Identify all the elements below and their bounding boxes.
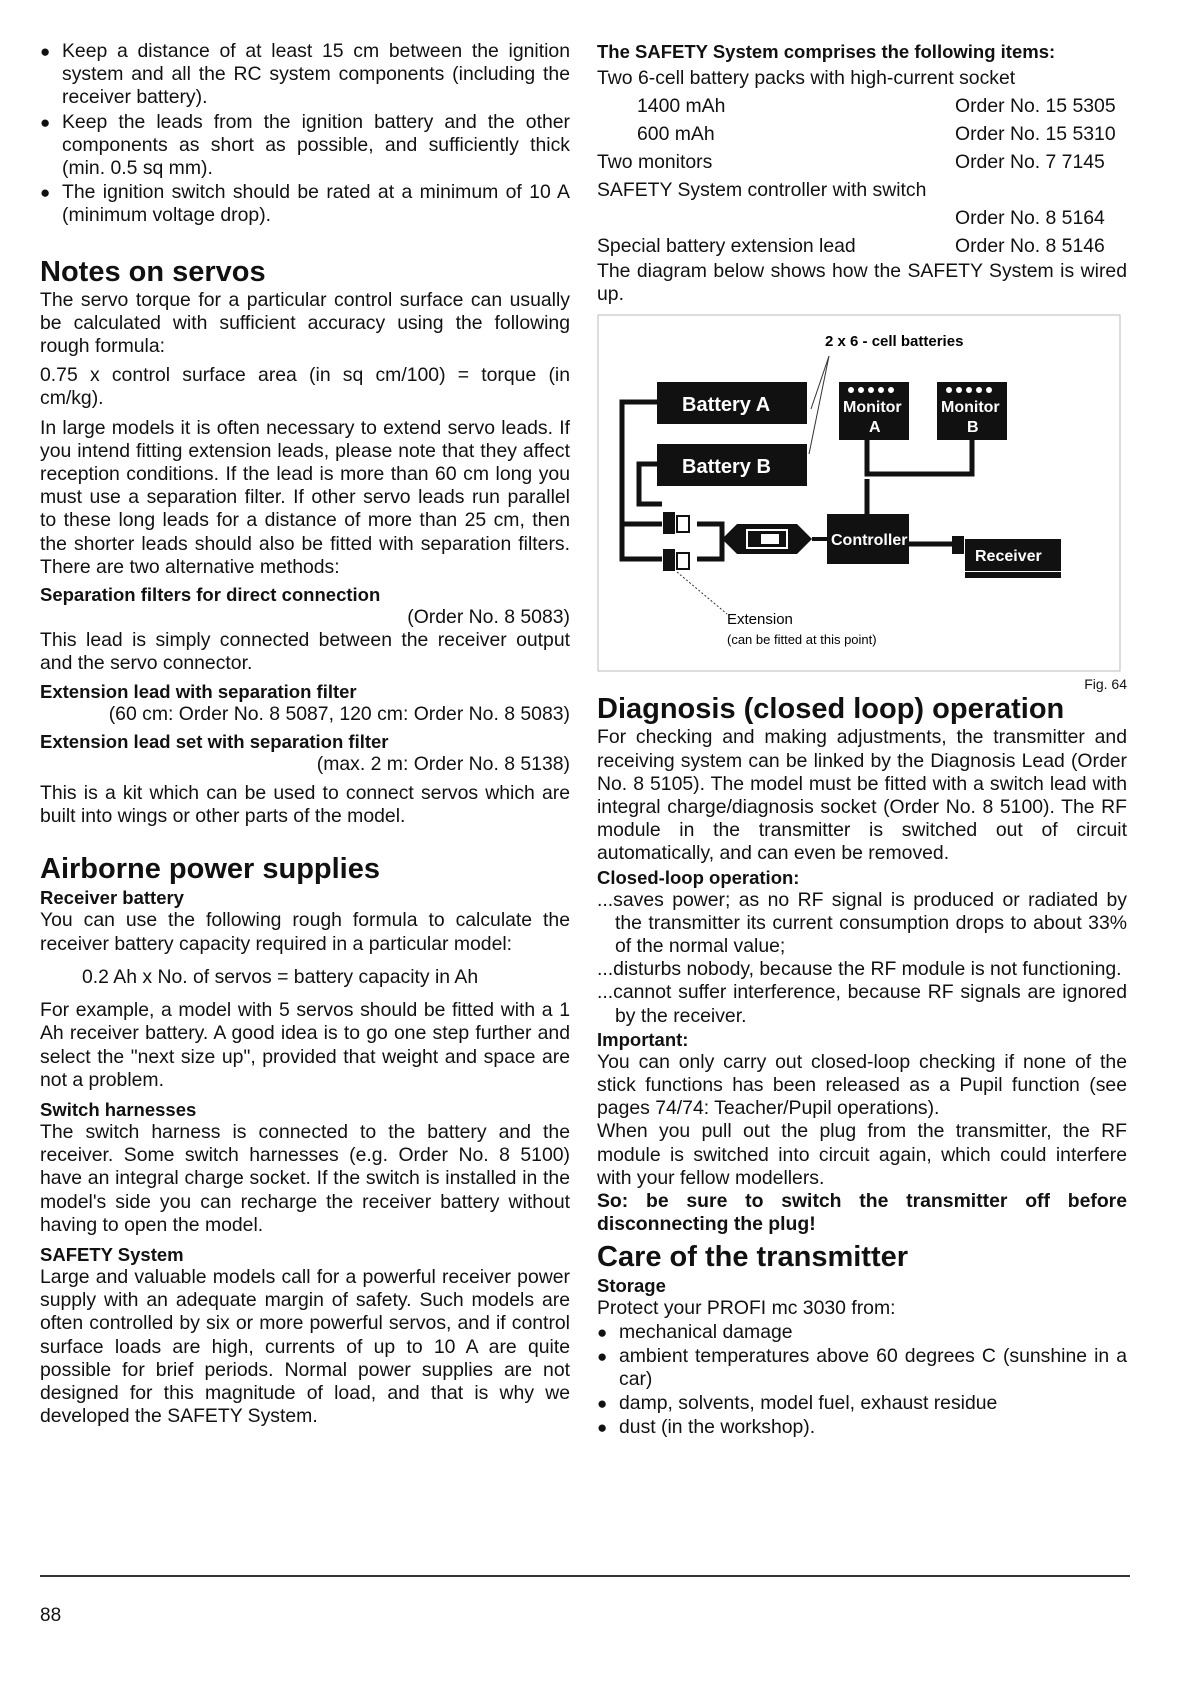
- wire: [622, 524, 662, 559]
- plug: [663, 512, 675, 534]
- heading-airborne-power: Airborne power supplies: [40, 853, 380, 886]
- batteries-label: 2 x 6 - cell batteries: [825, 333, 964, 351]
- plug: [677, 516, 689, 532]
- plug: [663, 549, 675, 571]
- monitor-b-letter: B: [967, 419, 979, 437]
- figure-caption: Fig. 64: [1084, 676, 1127, 693]
- bullet-item: ● mechanical damage: [597, 1320, 793, 1343]
- sub2-order: (60 cm: Order No. 8 5087, 120 cm: Order No. 8 5083): [108, 702, 570, 725]
- order-row: Two monitors Order No. 7 7145: [597, 151, 1105, 173]
- bullet-item: ● ambient temperatures above 60 degrees C (sunshine in a car): [597, 1344, 1127, 1391]
- storage-text: Protect your PROFI mc 3030 from:: [597, 1297, 896, 1320]
- sub3-text: This is a kit which can be used to connect servos which are built into wings or other parts of the model.: [40, 782, 570, 828]
- bullet-item: ● Keep the leads from the ignition battery and the other components as short as possible, and sufficiently thick (min. 0.5 sq mm).: [40, 110, 570, 180]
- sw-text: The switch harness is connected to the battery and the receiver. Some switch harnesses (e.g. Order No. 8 5100) have an integral charge socket. If the switch is installed in the model's side you can recharge the receiver battery without having to open the model.: [40, 1120, 570, 1236]
- heading-notes-on-servos: Notes on servos: [40, 255, 266, 288]
- bullet-icon: ●: [597, 1346, 608, 1366]
- diagnosis-para1: For checking and making adjustments, the transmitter and receiving system can be linked by the Diagnosis Lead (Order No. 8 5105). The model must be fitted with a switch lead with integral charge/diagnosis socket (Order No. 8 5100). The RF module in the transmitter is switched out of circuit automatically, and can even be removed.: [597, 726, 1127, 865]
- plug: [677, 553, 689, 569]
- sub-important: Important:: [597, 1028, 689, 1050]
- battery-a-label: Battery A: [682, 394, 771, 417]
- servos-para2: In large models it is often necessary to extend servo leads. If you intend fitting extension leads, please note that they affect reception conditions. If the lead is more than 60 cm long you must use a separation filter. If other servo leads run parallel to these long leads for a distance of more than 25 cm, then the shorter leads should also be fitted with separation filters. There are two alternative methods:: [40, 416, 570, 578]
- extension-note: (can be fitted at this point): [727, 632, 877, 648]
- order-row: 1400 mAh Order No. 15 5305: [637, 95, 1116, 117]
- bullet-item: ● The ignition switch should be rated at a minimum of 10 A (minimum voltage drop).: [40, 181, 570, 227]
- sub1-order: (Order No. 8 5083): [407, 606, 570, 629]
- servos-formula: 0.75 x control surface area (in sq cm/100) = torque (in cm/kg).: [40, 364, 570, 410]
- safety-text: Large and valuable models call for a powerful receiver power supply with an adequate margin of safety. Such models are often controlled by six or more powerful servos, and if control surface loads are high, currents of up to 10 A are quite possible for brief periods. Normal power supplies are not designed for this magnitude of load, and that is why we developed the SAFETY System.: [40, 1265, 570, 1428]
- switch-knob: [761, 534, 779, 544]
- important-bold: So: be sure to switch the transmitter off before disconnecting the plug!: [597, 1190, 1127, 1236]
- sub-storage: Storage: [597, 1275, 666, 1297]
- diagram-intro: The diagram below shows how the SAFETY System is wired up.: [597, 260, 1127, 306]
- safety-wiring-diagram: [597, 314, 1121, 674]
- important-text1: You can only carry out closed-loop checking if none of the stick functions has been released as a Pupil function (see pages 74/74: Teacher/Pupil operations).: [597, 1050, 1127, 1120]
- bullet-item: ● damp, solvents, model fuel, exhaust residue: [597, 1392, 998, 1415]
- controller-label: Controller: [831, 532, 908, 550]
- cl-item: ...disturbs nobody, because the RF module is not functioning.: [597, 958, 1122, 981]
- sub-safety-system: SAFETY System: [40, 1243, 184, 1265]
- sub-switch-harnesses: Switch harnesses: [40, 1098, 197, 1120]
- battery-b-label: Battery B: [682, 456, 771, 479]
- rx-text: You can use the following rough formula to calculate the receiver battery capacity required in a particular model:: [40, 909, 570, 955]
- extension-row: Special battery extension lead Order No. 8 5146: [597, 235, 1105, 257]
- right-column: [597, 40, 1127, 1441]
- extension-pointer: [677, 572, 727, 614]
- sub1-text: This lead is simply connected between the receiver output and the servo connector.: [40, 629, 570, 675]
- wiring-svg: [597, 314, 1121, 674]
- safety-items-heading: The SAFETY System comprises the following items:: [597, 41, 1056, 62]
- sub-extension-lead: Extension lead with separation filter: [40, 680, 357, 702]
- bullet-icon: ●: [40, 183, 51, 203]
- extension-label: Extension: [727, 611, 793, 629]
- bullet-icon: ●: [40, 42, 51, 61]
- bullet-item: ● dust (in the workshop).: [597, 1416, 816, 1439]
- bullet-icon: ●: [40, 112, 51, 132]
- rx-formula: 0.2 Ah x No. of servos = battery capacity in Ah: [82, 965, 479, 988]
- rx-example: For example, a model with 5 servos should be fitted with a 1 Ah receiver battery. A good idea is to go one step further and select the "next size up", provided that weight and space are not a problem.: [40, 999, 570, 1091]
- cl-item: ...cannot suffer interference, because RF signals are ignored by the receiver.: [597, 981, 1127, 1027]
- wire: [907, 544, 957, 554]
- receiver-base: [965, 572, 1061, 578]
- sub-extension-lead-set: Extension lead set with separation filter: [40, 730, 389, 752]
- important-text2: When you pull out the plug from the transmitter, the RF module is switched into circuit again, which could interfere with your fellow modellers.: [597, 1120, 1127, 1189]
- footer-rule: [40, 1575, 1130, 1577]
- monitor-a-letter: A: [869, 419, 881, 437]
- left-column: [40, 40, 570, 1428]
- figure-frame: [598, 315, 1120, 671]
- sub3-order: (max. 2 m: Order No. 8 5138): [316, 752, 570, 775]
- bullet-icon: ●: [597, 1322, 608, 1342]
- page-number: 88: [40, 1605, 62, 1626]
- sub-receiver-battery: Receiver battery: [40, 887, 184, 909]
- heading-care: Care of the transmitter: [597, 1241, 909, 1274]
- plug: [952, 536, 964, 554]
- monitor-b-label: Monitor: [941, 399, 1000, 417]
- bullet-icon: ●: [597, 1394, 608, 1414]
- cl-item: ...saves power; as no RF signal is produced or radiated by the transmitter its current consumption drops to about 33% of the normal value;: [597, 888, 1127, 958]
- wire: [697, 524, 722, 539]
- receiver-label: Receiver: [975, 548, 1042, 566]
- safety-items-line1: Two 6-cell battery packs with high-current socket: [597, 67, 1016, 89]
- controller-order-row: Order No. 8 5164: [955, 207, 1105, 229]
- controller-row: SAFETY System controller with switch: [597, 179, 927, 201]
- bullet-icon: ●: [597, 1418, 608, 1438]
- heading-diagnosis: Diagnosis (closed loop) operation: [597, 693, 1065, 726]
- sub-closed-loop: Closed-loop operation:: [597, 866, 800, 888]
- wire: [697, 539, 722, 559]
- servos-para1: The servo torque for a particular control surface can usually be calculated with sufficient accuracy using the following rough formula:: [40, 288, 570, 358]
- order-row: 600 mAh Order No. 15 5310: [637, 123, 1116, 145]
- bullet-item: ● Keep a distance of at least 15 cm between the ignition system and all the RC system components (including the receiver battery).: [40, 40, 570, 109]
- monitor-a-label: Monitor: [843, 399, 902, 417]
- sub-separation-filters: Separation filters for direct connection: [40, 584, 381, 606]
